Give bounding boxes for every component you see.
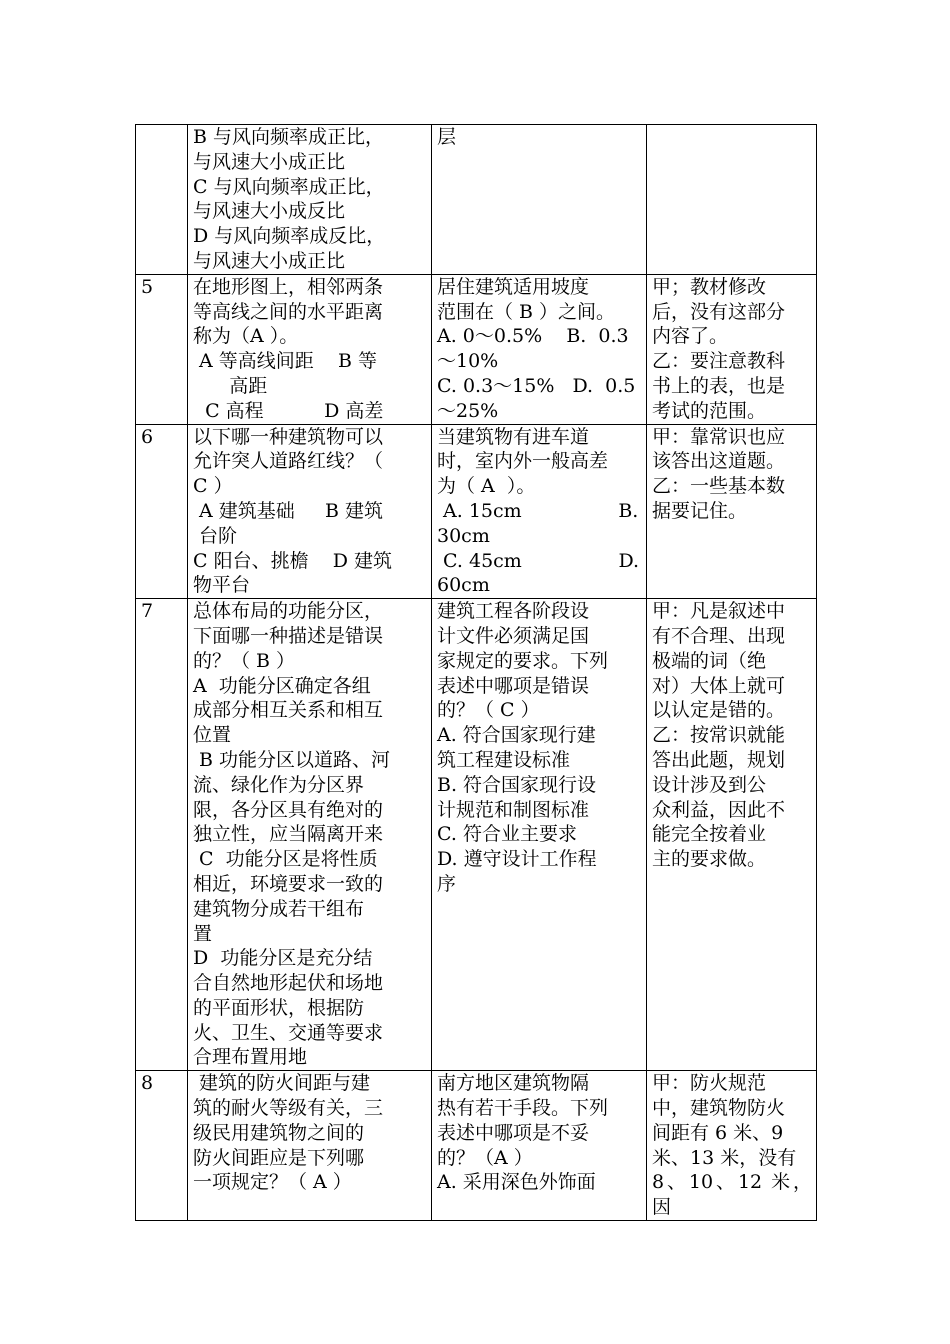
text-line: 居住建筑适用坡度 xyxy=(437,275,590,298)
text-line: 台阶 xyxy=(193,524,238,547)
text-line: 建筑工程各阶段设 xyxy=(437,600,590,623)
text-line: C 阳台、挑檐 D 建筑 xyxy=(193,549,393,572)
text-line: 答出此题，规划 xyxy=(652,748,786,771)
row-number: 5 xyxy=(136,274,188,424)
text-line: 建筑物分成若干组布 xyxy=(193,897,365,920)
text-line: 甲：靠常识也应 xyxy=(652,425,786,448)
text-line: 设计涉及到公 xyxy=(652,773,767,796)
text-line: 高距 xyxy=(193,374,268,397)
table-row xyxy=(136,125,817,275)
text-line: C 高程 D 高差 xyxy=(193,399,384,422)
row-number: 6 xyxy=(136,424,188,599)
text-line: A 建筑基础 B 建筑 xyxy=(193,499,384,522)
table-row xyxy=(136,274,817,424)
text-line: 热有若干手段。下列 xyxy=(437,1097,609,1120)
text-line: A. 15cm B. xyxy=(437,499,639,522)
text-line: C 功能分区是将性质 xyxy=(193,848,378,871)
text-line: 计文件必须满足国 xyxy=(437,624,590,647)
text-line: 的？（A ） xyxy=(437,1146,533,1169)
text-line: 甲：防火规范 xyxy=(652,1072,767,1095)
text-line: 据要记住。 xyxy=(652,499,748,522)
text-line: 该答出这道题。 xyxy=(652,450,786,473)
row-number: 7 xyxy=(136,599,188,1071)
text-line: 流、绿化作为分区界 xyxy=(193,773,365,796)
text-line: 家规定的要求。下列 xyxy=(437,649,609,672)
text-line: 相近，环境要求一致的 xyxy=(193,872,384,895)
text-line: 计规范和制图标准 xyxy=(437,798,590,821)
text-line: 限，各分区具有绝对的 xyxy=(193,798,384,821)
text-line: 对）大体上就可 xyxy=(652,674,786,697)
text-line: 的平面形状，根据防 xyxy=(193,996,365,1019)
text-line: 表述中哪项是错误 xyxy=(437,674,590,697)
text-line: 南方地区建筑物隔 xyxy=(437,1072,590,1095)
text-line: 合自然地形起伏和场地 xyxy=(193,972,384,995)
text-line: 等高线之间的水平距离 xyxy=(193,300,384,323)
question2-cell xyxy=(432,1071,647,1221)
text-line: 以下哪一种建筑物可以 xyxy=(193,425,384,448)
text-line: 30cm xyxy=(437,524,490,547)
text-line: A 等高线间距 B 等 xyxy=(193,350,377,373)
text-line: 总体布局的功能分区， xyxy=(193,600,384,623)
comment-cell xyxy=(647,599,817,1071)
text-line: 能完全按着业 xyxy=(652,823,767,846)
question-cell xyxy=(188,599,432,1071)
text-line: C. 0.3～15% D. 0.5 xyxy=(437,374,636,397)
text-line: 有不合理、出现 xyxy=(652,624,786,647)
text-line: C 与风向频率成正比， xyxy=(193,175,385,198)
text-line: 考试的范围。 xyxy=(652,399,767,422)
text-line: 与风速大小成正比 xyxy=(193,150,346,173)
row-number: 8 xyxy=(136,1071,188,1221)
text-line: A 功能分区确定各组 xyxy=(193,674,371,697)
text-line: 60cm xyxy=(437,574,490,597)
text-line: 独立性，应当隔离开来 xyxy=(193,823,384,846)
text-line: C. 符合业主要求 xyxy=(437,823,577,846)
table-row xyxy=(136,1071,817,1221)
text-line: 建筑的防火间距与建 xyxy=(193,1072,371,1095)
text-line: ～25% xyxy=(437,399,499,422)
text-line: D. 遵守设计工作程 xyxy=(437,848,597,871)
text-line: 级民用建筑物之间的 xyxy=(193,1121,365,1144)
text-line: 甲；教材修改 xyxy=(652,275,767,298)
text-line: C. 45cm D. xyxy=(437,549,640,572)
text-line: 物平台 xyxy=(193,574,251,597)
comment-cell xyxy=(647,1071,817,1221)
table-row xyxy=(136,599,817,1071)
text-line: 允许突人道路红线？（ xyxy=(193,450,384,473)
text-line: 筑工程建设标准 xyxy=(437,748,571,771)
row-number xyxy=(136,125,188,275)
comment-cell xyxy=(647,125,817,275)
text-line: D 功能分区是充分结 xyxy=(193,947,373,970)
text-line: 内容了。 xyxy=(652,325,729,348)
text-line: 的？（ B ） xyxy=(193,649,296,672)
text-line: 位置 xyxy=(193,724,232,747)
text-line: 时，室内外一般高差 xyxy=(437,450,609,473)
text-line: 主的要求做。 xyxy=(652,848,767,871)
text-line: 中，建筑物防火 xyxy=(652,1097,786,1120)
text-line: 后，没有这部分 xyxy=(652,300,786,323)
question-cell xyxy=(188,1071,432,1221)
text-line: 与风速大小成反比 xyxy=(193,200,346,223)
question-cell xyxy=(188,125,432,275)
text-line: 当建筑物有进车道 xyxy=(437,425,590,448)
text-line: C ） xyxy=(193,475,233,498)
question-cell xyxy=(188,274,432,424)
text-line: 范围在（ B ）之间。 xyxy=(437,300,616,323)
text-line: 乙：一些基本数 xyxy=(652,475,786,498)
text-line: 以认定是错的。 xyxy=(652,699,786,722)
question2-cell xyxy=(432,424,647,599)
text-line: 极端的词（绝 xyxy=(652,649,767,672)
question-cell xyxy=(188,424,432,599)
text-line: 众利益，因此不 xyxy=(652,798,786,821)
text-line: B 与风向频率成正比， xyxy=(193,126,385,148)
text-line: 与风速大小成正比 xyxy=(193,249,346,272)
question2-cell xyxy=(432,125,647,275)
text-line: 成部分相互关系和相互 xyxy=(193,699,384,722)
exam-question-table xyxy=(135,124,817,1221)
text-line: 乙：要注意教科 xyxy=(652,350,786,373)
text-line: 米、13 米，没有 xyxy=(652,1146,797,1169)
text-line: 火、卫生、交通等要求 xyxy=(193,1021,384,1044)
comment-cell xyxy=(647,274,817,424)
text-line: 合理布置用地 xyxy=(193,1046,308,1069)
text-line: 一项规定？（ A ） xyxy=(193,1171,352,1194)
text-line: 的？（ C ） xyxy=(437,699,540,722)
text-line: A. 符合国家现行建 xyxy=(437,724,596,747)
text-line: 在地形图上，相邻两条 xyxy=(193,275,384,298)
text-line: 下面哪一种描述是错误 xyxy=(193,624,384,647)
question2-cell xyxy=(432,599,647,1071)
text-line: ～10% xyxy=(437,350,499,373)
text-line: 书上的表，也是 xyxy=(652,374,786,397)
question2-cell xyxy=(432,274,647,424)
text-line: 甲：凡是叙述中 xyxy=(652,600,786,623)
text-line: 防火间距应是下列哪 xyxy=(193,1146,365,1169)
text-line: 序 xyxy=(437,872,457,895)
text-line: 层 xyxy=(437,126,457,148)
text-line: 8、10、12 米，因 xyxy=(652,1171,812,1219)
text-line: A. 采用深色外饰面 xyxy=(437,1171,596,1194)
text-line: 称为（A ）。 xyxy=(193,325,299,348)
text-line: 间距有 6 米、9 xyxy=(652,1121,784,1144)
text-line: B 功能分区以道路、河 xyxy=(193,748,391,771)
text-line: B. 符合国家现行设 xyxy=(437,773,597,796)
text-line: 乙：按常识就能 xyxy=(652,724,786,747)
text-line: 筑的耐火等级有关，三 xyxy=(193,1097,384,1120)
text-line: 置 xyxy=(193,922,213,945)
text-line: 表述中哪项是不妥 xyxy=(437,1121,590,1144)
comment-cell xyxy=(647,424,817,599)
text-line: D 与风向频率成反比， xyxy=(193,225,386,248)
table-body xyxy=(136,125,817,1221)
text-line: A. 0～0.5% B. 0.3 xyxy=(437,325,629,348)
text-line: 为（ A ）。 xyxy=(437,475,536,498)
table-row xyxy=(136,424,817,599)
